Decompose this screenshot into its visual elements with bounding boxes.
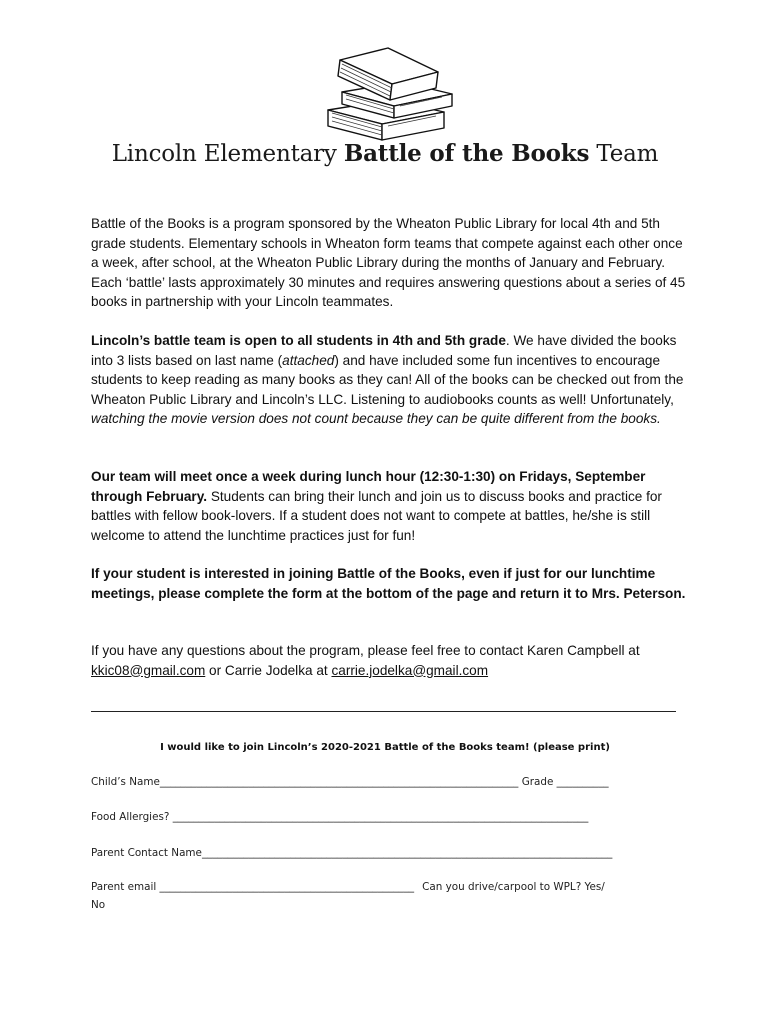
intro-text: Battle of the Books is a program sponsored by the Wheaton Public Library for local 4th and 5th grade students. Elementary schools in Wheaton form teams that compete against each other once a week, after school, at the Wheaton Public Library during the months of January and February. Each ‘battle’ lasts approximately 30 minutes and requires answering questions about a series of 45 books in partnership with your Lincoln teammates. — [91, 216, 686, 310]
email-link-carrie[interactable]: carrie.jodelka@gmail.com — [331, 662, 489, 678]
eligibility-paragraph — [91, 331, 691, 429]
eligibility-text-1: . We have divided the books into 3 lists based on last name ( — [91, 333, 677, 368]
title-suffix: Team — [589, 141, 659, 167]
form-title: I would like to join Lincoln’s 2020-2021 Battle of the Books team! (please print) — [160, 742, 610, 753]
email-link-karen[interactable]: kkic08@gmail.com — [91, 662, 206, 678]
contact-text-2: or Carrie Jodelka at — [205, 662, 332, 678]
carpool-question: Can you drive/carpool to WPL? Yes/ — [422, 881, 605, 893]
meetings-bold: Our team will meet once a week during lunch hour (12:30-1:30) on Fridays, September through February. — [91, 469, 646, 504]
eligibility-bold: Lincoln’s battle team is open to all students in 4th and 5th grade — [91, 333, 506, 348]
child-name-field[interactable]: Child’s Name_____________________________________________________________________ — [91, 776, 519, 788]
join-note-bold: If your student is interested in joining Battle of the Books, even if just for our lunchtime meetings, please complete the form at the bottom of the page and return it to Mrs. Peterson. — [91, 566, 686, 601]
carpool-no-option: No — [91, 899, 106, 911]
cut-line-divider — [91, 711, 676, 712]
parent-email-row[interactable] — [91, 881, 681, 893]
eligibility-text-2: ) and have included some fun incentives to encourage students to keep reading as many books as they can! All of the books can be checked out from the Wheaton Public Library and Lincoln’s LLC. Listening to audiobooks counts as well! Unfortunately, — [91, 352, 684, 407]
contact-paragraph — [91, 641, 691, 680]
child-name-row[interactable] — [91, 776, 681, 788]
parent-email-field[interactable]: Parent email _________________________________________________ — [91, 881, 415, 893]
grade-field[interactable]: Grade __________ — [521, 776, 609, 788]
title-prefix: Lincoln Elementary — [111, 141, 344, 167]
stacked-books-icon — [318, 42, 458, 146]
meetings-paragraph — [91, 467, 691, 545]
eligibility-italic-2: watching the movie version does not count because they can be quite different from the books. — [91, 411, 661, 427]
food-allergies-field[interactable]: Food Allergies? ________________________________________________________________________________ — [91, 811, 589, 823]
parent-contact-name-field[interactable]: Parent Contact Name_______________________________________________________________________________ — [91, 847, 613, 859]
intro-paragraph — [91, 214, 691, 312]
page-title — [0, 140, 770, 167]
title-bold: Battle of the Books — [343, 140, 590, 167]
join-note-paragraph — [91, 564, 691, 603]
contact-text-1: If you have any questions about the program, please feel free to contact Karen Campbell at — [91, 643, 640, 658]
meetings-text: Students can bring their lunch and join us to discuss books and practice for battles with fellow book-lovers. If a student does not want to compete at battles, he/she is still welcome to attend the lunchtime practices just for fun! — [91, 488, 662, 543]
eligibility-italic-1: attached — [282, 352, 335, 368]
